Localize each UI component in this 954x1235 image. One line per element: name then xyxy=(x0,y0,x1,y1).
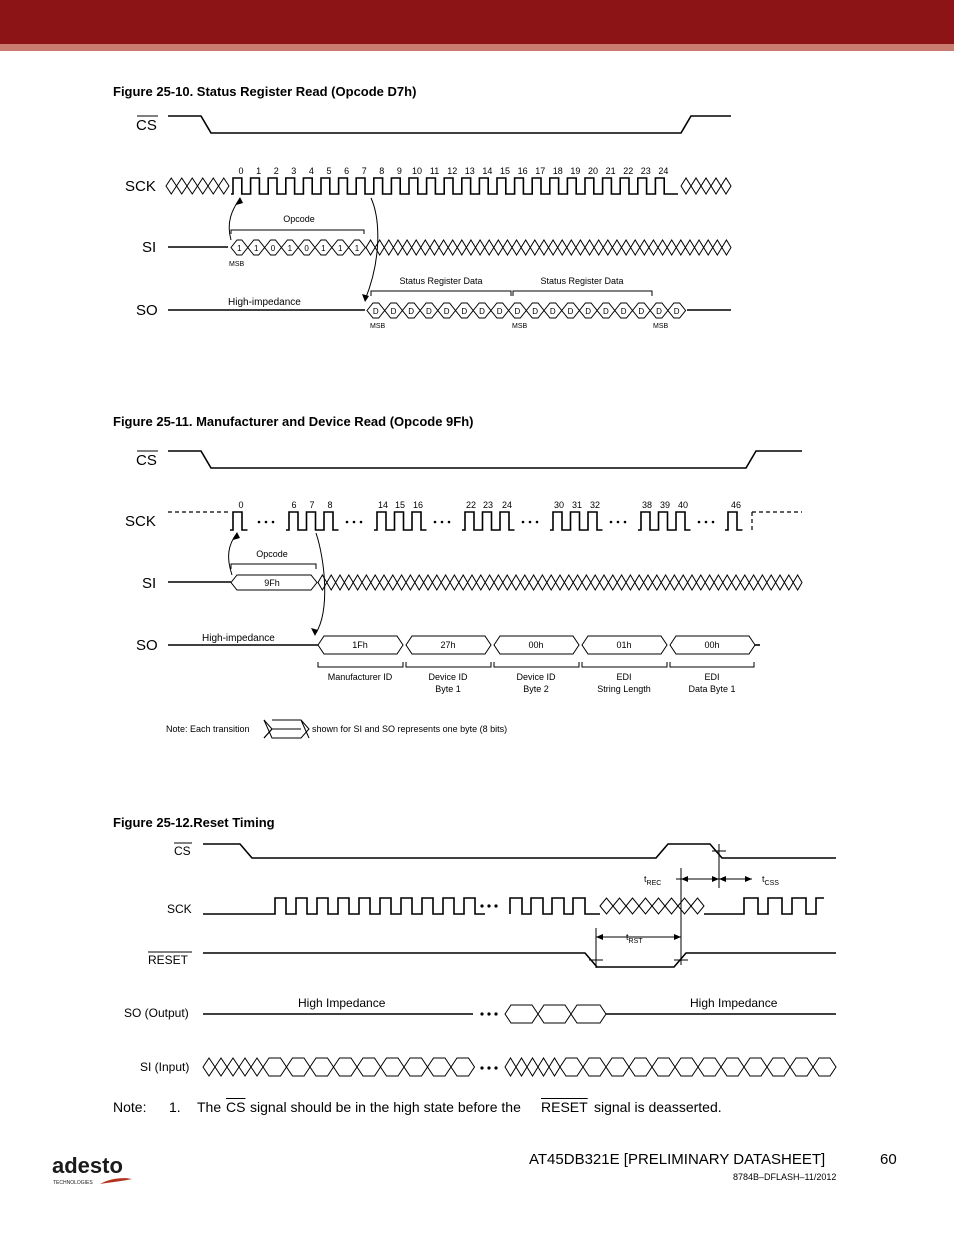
fig12-so-byte-cell xyxy=(538,1005,571,1023)
fig12-si-byte-cell xyxy=(334,1058,358,1076)
note-label: Note: xyxy=(113,1099,147,1115)
fig11-ellipsis-dot xyxy=(712,521,715,524)
fig11-ellipsis-dot xyxy=(441,521,444,524)
fig11-byte-label: EDI xyxy=(616,672,632,682)
fig11-so-byte-value: 00h xyxy=(528,640,544,650)
fig10-sck-dontcare-right xyxy=(681,178,731,194)
fig10-opcode-bit: 1 xyxy=(237,244,242,253)
fig11-clock-number: 8 xyxy=(327,500,333,510)
fig12-trec-sub: REC xyxy=(646,880,662,887)
fig12-sck-clock xyxy=(203,898,824,914)
fig11-clock-number: 22 xyxy=(465,500,477,510)
note-text-b: signal should be in the high state before the xyxy=(250,1099,521,1115)
fig11-ellipsis-dot xyxy=(617,521,620,524)
fig10-so-data-bit: D xyxy=(620,307,627,316)
fig10-clock-number: 16 xyxy=(517,166,528,176)
fig12-trec-t: t xyxy=(644,874,647,884)
fig10-clock-number: 2 xyxy=(273,166,279,176)
fig10-msb-so-1: MSB xyxy=(370,323,386,330)
fig10-clock-number: 0 xyxy=(238,166,244,176)
fig11-ellipsis-dot xyxy=(536,521,539,524)
fig10-clock-number: 6 xyxy=(344,166,350,176)
fig11-clock-number: 23 xyxy=(482,500,494,510)
fig11-ellipsis-dot xyxy=(353,521,356,524)
fig12-si-byte-cell xyxy=(675,1058,698,1076)
fig12-ellipsis-dot xyxy=(480,1012,483,1015)
fig12-cs-label: CS xyxy=(174,844,191,858)
fig10-opcode-bit: 0 xyxy=(270,244,276,253)
fig11-byte-label-line2: Byte 1 xyxy=(435,684,461,694)
fig10-so-data-bit: D xyxy=(638,307,645,316)
fig10-so-data-bit: D xyxy=(532,307,538,316)
fig10-sck-label: SCK xyxy=(125,178,156,195)
fig11-note-after: shown for SI and SO represents one byte (8 bits) xyxy=(312,724,508,734)
fig10-clock-number: 23 xyxy=(640,166,651,176)
fig10-clock-number: 5 xyxy=(326,166,332,176)
fig10-clock-number: 9 xyxy=(396,166,402,176)
fig11-title: Figure 25-11. Manufacturer and Device Read (Opcode 9Fh) xyxy=(113,414,474,429)
fig11-clock-number: 31 xyxy=(571,500,583,510)
fig11-so-byte-value: 1Fh xyxy=(352,640,368,650)
fig10-opcode-bit: 1 xyxy=(287,244,293,253)
fig10-opcode-bit: 1 xyxy=(337,244,343,253)
fig11-opcode-label: Opcode xyxy=(256,549,288,559)
fig10-so-data-bit: D xyxy=(585,307,592,316)
page-number: 60 xyxy=(880,1151,897,1168)
fig10-clock-number: 3 xyxy=(291,166,297,176)
svg-text:tRST xyxy=(626,932,643,945)
fig12-si-byte-cell xyxy=(263,1058,287,1076)
fig12-so-byte-cell xyxy=(505,1005,538,1023)
fig12-si-byte-cell xyxy=(698,1058,721,1076)
note-text-a: The xyxy=(197,1099,222,1115)
fig11-byte-label: EDI xyxy=(704,672,720,682)
fig10-opcode-label: Opcode xyxy=(283,214,315,224)
fig12-si-dontcare-left xyxy=(203,1058,263,1076)
fig11-clock-number: 46 xyxy=(730,500,742,510)
fig10-clock-number: 10 xyxy=(411,166,423,176)
fig12-ellipsis-dot xyxy=(494,1012,497,1015)
fig11-ellipsis-dot xyxy=(529,521,532,524)
fig10-opcode-bit: 1 xyxy=(321,244,326,253)
fig10-msb-si: MSB xyxy=(229,261,245,268)
fig12-si-byte-cell xyxy=(310,1058,334,1076)
fig10-clock-number: 1 xyxy=(256,166,262,176)
fig11-ellipsis-dot xyxy=(448,521,451,524)
fig10-so-data-bit: D xyxy=(461,307,468,316)
fig12-si-byte-cell xyxy=(721,1058,744,1076)
fig11-opcode-value: 9Fh xyxy=(264,578,280,588)
fig12-reset-label: RESET xyxy=(148,953,189,967)
fig12-si-dontcare-mid xyxy=(505,1058,560,1076)
fig11-clock-number: 40 xyxy=(677,500,689,510)
fig12-si-byte-cell xyxy=(767,1058,790,1076)
fig10-clock-number: 20 xyxy=(587,166,599,176)
fig12-title: Figure 25-12.Reset Timing xyxy=(113,815,275,830)
fig10-si-label: SI xyxy=(142,239,157,256)
fig12-si-byte-cell xyxy=(813,1058,836,1076)
note-cs: $\overline{CS}$ xyxy=(226,1099,246,1115)
fig11-sck-clock xyxy=(230,512,743,530)
fig12-si-byte-cell xyxy=(451,1058,475,1076)
fig10-so-data-bit: D xyxy=(372,307,379,316)
fig11-byte-label: Device ID xyxy=(516,672,556,682)
fig11-ellipsis-dot xyxy=(522,521,525,524)
fig11-ellipsis-dot xyxy=(610,521,613,524)
fig12-high-impedance-left: High Impedance xyxy=(298,996,386,1010)
fig11-byte-label: Device ID xyxy=(428,672,468,682)
fig12-ellipsis-dot xyxy=(487,1012,490,1015)
fig12-si-byte-cell xyxy=(744,1058,767,1076)
header-stripe xyxy=(0,44,954,51)
fig11-note-before: Note: Each transition xyxy=(166,724,250,734)
fig10-clock-number: 24 xyxy=(658,166,669,176)
fig11-clock-number: 30 xyxy=(553,500,565,510)
fig10-clock-number: 12 xyxy=(447,166,458,176)
fig10-clock-number: 19 xyxy=(570,166,581,176)
fig11-so-byte-value: 01h xyxy=(616,640,632,650)
note-text-c: signal is deasserted. xyxy=(594,1099,722,1115)
fig10-so-data-bit: D xyxy=(479,307,485,316)
fig12-ellipsis-dot xyxy=(487,904,490,907)
fig10-sck-clock xyxy=(231,178,678,194)
fig11-clock-number: 38 xyxy=(641,500,653,510)
fig12-si-byte-cell xyxy=(560,1058,583,1076)
fig12-ellipsis-dot xyxy=(480,904,483,907)
fig11-clock-number: 7 xyxy=(309,500,315,510)
fig11-si-label: SI xyxy=(142,575,157,592)
fig10-so-data-bit: D xyxy=(426,307,432,316)
fig10-clock-number: 21 xyxy=(605,166,616,176)
fig10-clock-number: 13 xyxy=(464,166,475,176)
fig10-cs-label: CS xyxy=(136,117,157,134)
fig11-byte-label: Manufacturer ID xyxy=(327,672,393,682)
fig10-so-data-bit: D xyxy=(443,307,450,316)
fig12-sck-dontcare xyxy=(600,898,704,914)
fig12-ellipsis-dot xyxy=(494,904,497,907)
fig11-ellipsis-dot xyxy=(434,521,437,524)
fig11-ellipsis-dot xyxy=(272,521,275,524)
fig10-so-data-bit: D xyxy=(390,307,397,316)
fig11-si-dontcare xyxy=(318,575,802,590)
document-title: AT45DB321E [PRELIMINARY DATASHEET] xyxy=(529,1151,826,1168)
fig10-high-impedance: High-impedance xyxy=(228,297,301,308)
fig10-title: Figure 25-10. Status Register Read (Opcode D7h) xyxy=(113,84,417,99)
fig10-opcode-bit: 0 xyxy=(304,244,309,253)
fig12-sck-label: SCK xyxy=(167,902,192,916)
fig10-clock-number: 17 xyxy=(535,166,546,176)
fig11-ellipsis-dot xyxy=(346,521,349,524)
fig12-si-byte-cell xyxy=(428,1058,452,1076)
fig12-si-byte-cell xyxy=(357,1058,381,1076)
fig11-byte-label-line2: Byte 2 xyxy=(523,684,549,694)
fig11-clock-number: 24 xyxy=(501,500,513,510)
fig12-si-byte-cell xyxy=(652,1058,675,1076)
fig10-diagram xyxy=(0,100,954,340)
fig12-tcss-sub: CSS xyxy=(764,880,779,887)
fig11-so-byte-value: 27h xyxy=(440,640,456,650)
fig11-cs-label: CS xyxy=(136,452,157,469)
fig10-sck-dontcare-left xyxy=(166,178,229,194)
fig11-ellipsis-dot xyxy=(360,521,363,524)
fig10-clock-number: 7 xyxy=(361,166,367,176)
fig12-trst-t: t xyxy=(626,932,629,942)
fig12-si-byte-cell xyxy=(629,1058,652,1076)
fig10-clock-number: 4 xyxy=(308,166,314,176)
fig10-clock-number: 11 xyxy=(429,166,440,176)
fig10-so-data-bit: D xyxy=(408,307,415,316)
fig10-status-data-2: Status Register Data xyxy=(540,276,624,286)
fig11-so-label: SO xyxy=(136,637,158,654)
fig10-so-data-bit: D xyxy=(673,307,680,316)
fig10-clock-number: 22 xyxy=(623,166,634,176)
fig11-clock-number: 16 xyxy=(412,500,424,510)
svg-text:tREC xyxy=(644,874,661,887)
fig12-tcss-t: t xyxy=(762,874,765,884)
fig11-sck-label: SCK xyxy=(125,513,156,530)
fig12-high-impedance-right: High Impedance xyxy=(690,996,778,1010)
fig11-high-impedance: High-impedance xyxy=(202,633,275,644)
note-number: 1. xyxy=(169,1099,181,1115)
fig10-opcode-bit: 1 xyxy=(354,244,360,253)
fig12-so-byte-cell xyxy=(571,1005,606,1023)
fig10-opcode-bit: 1 xyxy=(253,244,259,253)
fig12-si-byte-cell xyxy=(381,1058,405,1076)
header-bar xyxy=(0,0,954,44)
fig11-sck-idle-right xyxy=(752,512,802,530)
fig10-so-data-bit: D xyxy=(656,307,662,316)
fig11-ellipsis-dot xyxy=(258,521,261,524)
adesto-logo xyxy=(52,1151,142,1192)
fig11-so-byte-value: 00h xyxy=(704,640,720,650)
fig10-so-data-bit: D xyxy=(567,307,574,316)
fig11-ellipsis-dot xyxy=(705,521,708,524)
fig11-ellipsis-dot xyxy=(698,521,701,524)
fig11-ellipsis-dot xyxy=(624,521,627,524)
fig12-si-byte-cell xyxy=(790,1058,813,1076)
fig10-so-data-bit: D xyxy=(496,307,503,316)
logo-text: adesto xyxy=(52,1153,123,1178)
fig11-clock-number: 6 xyxy=(291,500,297,510)
fig10-so-data-bit: D xyxy=(603,307,609,316)
document-code: 8784B–DFLASH–11/2012 xyxy=(733,1172,837,1182)
fig11-clock-number: 14 xyxy=(377,500,389,510)
fig10-si-dontcare xyxy=(366,240,731,255)
fig12-ellipsis-dot xyxy=(480,1066,483,1069)
fig11-clock-number: 32 xyxy=(589,500,601,510)
fig12-si-label: SI (Input) xyxy=(140,1060,190,1074)
fig11-clock-number: 39 xyxy=(659,500,671,510)
logo-sub: TECHNOLOGIES xyxy=(53,1180,93,1186)
fig11-clock-number: 0 xyxy=(238,500,244,510)
note-reset: RESET xyxy=(541,1099,588,1115)
fig10-msb-so-2: MSB xyxy=(512,323,528,330)
fig10-clock-number: 15 xyxy=(499,166,511,176)
fig12-ellipsis-dot xyxy=(494,1066,497,1069)
fig10-status-data-1: Status Register Data xyxy=(399,276,483,286)
fig10-clock-number: 8 xyxy=(379,166,385,176)
fig11-diagram xyxy=(0,440,954,740)
fig10-clock-number: 14 xyxy=(482,166,493,176)
fig11-byte-label-line2: Data Byte 1 xyxy=(688,684,736,694)
fig10-so-label: SO xyxy=(136,302,158,319)
fig10-so-data-bit: D xyxy=(549,307,556,316)
fig12-si-byte-cell xyxy=(606,1058,629,1076)
fig10-msb-so-3: MSB xyxy=(653,323,669,330)
fig12-si-byte-cell xyxy=(404,1058,428,1076)
fig12-trst-sub: RST xyxy=(628,938,643,945)
svg-text:tCSS xyxy=(762,874,779,887)
fig12-si-byte-cell xyxy=(287,1058,311,1076)
fig12-si-byte-cell xyxy=(583,1058,606,1076)
fig10-so-data-bit: D xyxy=(514,307,521,316)
fig11-clock-number: 15 xyxy=(394,500,406,510)
fig11-ellipsis-dot xyxy=(265,521,268,524)
fig10-clock-number: 18 xyxy=(552,166,563,176)
fig12-diagram xyxy=(0,835,954,1085)
fig12-ellipsis-dot xyxy=(487,1066,490,1069)
fig12-so-label: SO (Output) xyxy=(124,1006,189,1020)
fig11-byte-label-line2: String Length xyxy=(597,684,651,694)
